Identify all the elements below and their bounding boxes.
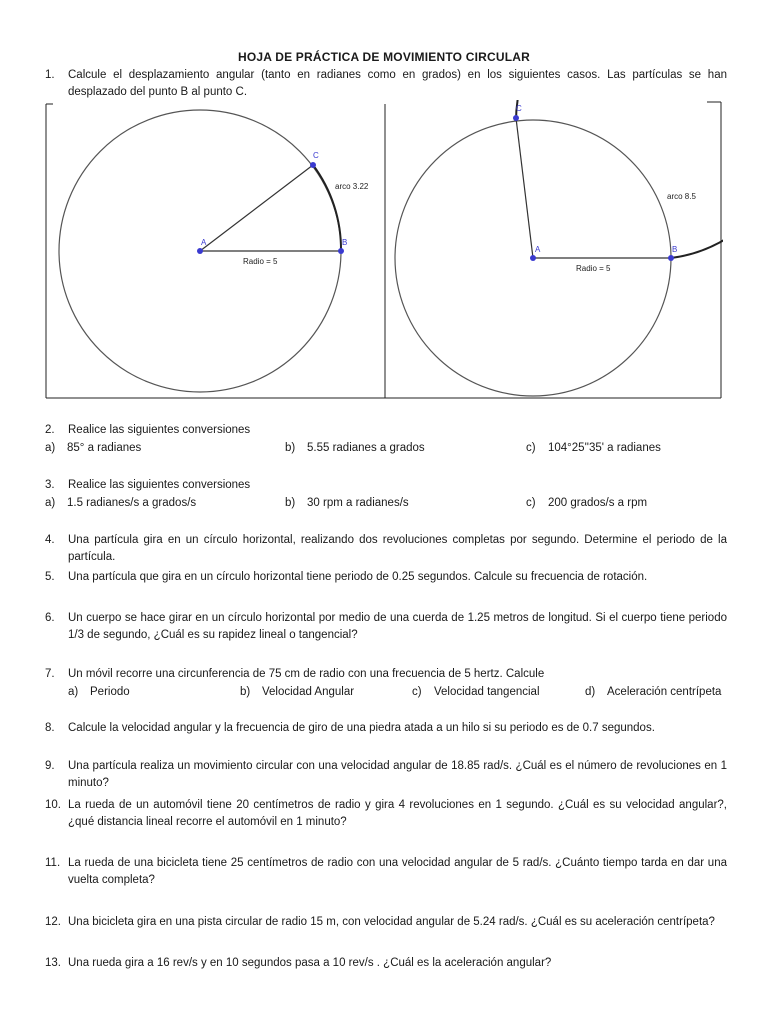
- point-b-left: [338, 248, 344, 254]
- question-10: [45, 797, 727, 831]
- label-a-right: A: [535, 245, 541, 254]
- point-b-right: [668, 255, 674, 261]
- question-number: 12.: [45, 916, 61, 928]
- label-c-right: C: [516, 104, 522, 113]
- question-1: [45, 67, 727, 101]
- question-2: [45, 422, 727, 439]
- radius-label-right: Radio = 5: [576, 264, 611, 273]
- option-label: a): [45, 442, 56, 454]
- q2-option-c: [526, 440, 661, 457]
- q3-option-b: [285, 495, 409, 512]
- question-text: Calcule la velocidad angular y la frecuencia de giro de una piedra atada a un hilo si su periodo es de 0.7 segundos.: [68, 722, 655, 734]
- option-label: a): [68, 686, 79, 698]
- question-number: 13.: [45, 957, 61, 969]
- question-text: La rueda de una bicicleta tiene 25 centímetros de radio con una velocidad angular de 5 rad/s. ¿Cuánto tiempo tarda en dar una vuelta completa?: [68, 857, 727, 886]
- question-text: Realice las siguientes conversiones: [68, 479, 251, 491]
- question-text: Calcule el desplazamiento angular (tanto en radianes como en grados) en los siguientes casos. Las partículas se han desplazado del punto B al punto C.: [68, 69, 727, 98]
- question-number: 4.: [45, 534, 55, 546]
- point-c-right: [513, 115, 519, 121]
- q7-option-d: [585, 684, 721, 701]
- arc-left: [313, 165, 341, 251]
- figure-right: [395, 100, 723, 396]
- question-number: 7.: [45, 668, 55, 680]
- figures-panel: [45, 100, 723, 400]
- question-text: Una rueda gira a 16 rev/s y en 10 segundos pasa a 10 rev/s . ¿Cuál es la aceleración angular?: [68, 957, 552, 969]
- arc-label-left: arco 3.22: [335, 182, 369, 191]
- question-number: 3.: [45, 479, 55, 491]
- q2-option-a: [45, 440, 141, 457]
- option-label: a): [45, 497, 56, 509]
- question-8: [45, 720, 727, 737]
- option-label: b): [240, 686, 251, 698]
- question-number: 1.: [45, 69, 55, 81]
- option-label: c): [526, 497, 536, 509]
- question-12: [45, 914, 727, 931]
- question-number: 8.: [45, 722, 55, 734]
- option-text: 30 rpm a radianes/s: [307, 497, 409, 509]
- label-b-right: B: [672, 245, 678, 254]
- figures-svg: [45, 100, 723, 400]
- option-text: Velocidad tangencial: [434, 686, 540, 698]
- question-number: 2.: [45, 424, 55, 436]
- question-text: La rueda de un automóvil tiene 20 centímetros de radio y gira 4 revoluciones en 1 segundo. ¿Cuál es su velocidad angular?, ¿qué distancia lineal recorre el automóvil en 1 minuto?: [68, 799, 727, 828]
- arc-label-right: arco 8.5: [667, 192, 696, 201]
- q2-option-b: [285, 440, 425, 457]
- option-label: b): [285, 497, 296, 509]
- option-text: 85° a radianes: [67, 442, 142, 454]
- question-text: Una partícula gira en un círculo horizontal, realizando dos revoluciones completas por segundo. Determine el periodo de la partícula.: [68, 534, 727, 563]
- segment-ac-left: [200, 165, 313, 251]
- option-text: Periodo: [90, 686, 130, 698]
- option-label: c): [412, 686, 422, 698]
- label-b-left: B: [342, 238, 348, 247]
- question-5: [45, 569, 727, 586]
- question-11: [45, 855, 727, 889]
- q7-option-b: [240, 684, 354, 701]
- question-13: [45, 955, 727, 972]
- q3-option-a: [45, 495, 196, 512]
- radius-label-left: Radio = 5: [243, 257, 278, 266]
- option-text: 1.5 radianes/s a grados/s: [67, 497, 197, 509]
- label-a-left: A: [201, 238, 207, 247]
- question-number: 10.: [45, 799, 61, 811]
- question-6: [45, 610, 727, 644]
- figure-left: [59, 110, 369, 392]
- question-text: Una partícula realiza un movimiento circular con una velocidad angular de 18.85 rad/s. ¿Cuál es el número de revoluciones en 1 minuto?: [68, 760, 727, 789]
- option-label: b): [285, 442, 296, 454]
- question-text: Realice las siguientes conversiones: [68, 424, 251, 436]
- question-text: Una bicicleta gira en una pista circular de radio 15 m, con velocidad angular de 5.24 rad/s. ¿Cuál es su aceleración centrípeta?: [68, 916, 715, 928]
- option-text: 104°25''35' a radianes: [548, 442, 661, 454]
- question-number: 9.: [45, 760, 55, 772]
- point-a-right: [530, 255, 536, 261]
- page-title: HOJA DE PRÁCTICA DE MOVIMIENTO CIRCULAR: [237, 50, 531, 64]
- question-4: [45, 532, 727, 566]
- option-label: d): [585, 686, 596, 698]
- segment-ac-right: [516, 118, 533, 258]
- label-c-left: C: [313, 151, 319, 160]
- option-text: Velocidad Angular: [262, 686, 355, 698]
- question-text: Una partícula que gira en un círculo horizontal tiene periodo de 0.25 segundos. Calcule su frecuencia de rotación.: [68, 571, 648, 583]
- question-number: 5.: [45, 571, 55, 583]
- q7-option-a: [68, 684, 130, 701]
- q7-option-c: [412, 684, 540, 701]
- option-text: Aceleración centrípeta: [607, 686, 722, 698]
- question-9: [45, 758, 727, 792]
- question-number: 6.: [45, 612, 55, 624]
- arc-right: [516, 100, 723, 258]
- option-text: 200 grados/s a rpm: [548, 497, 648, 509]
- point-a-left: [197, 248, 203, 254]
- q3-option-c: [526, 495, 647, 512]
- question-text: Un cuerpo se hace girar en un círculo horizontal por medio de una cuerda de 1.25 metros de longitud. Si el cuerpo tiene periodo 1/3 de segundo, ¿Cuál es su rapidez lineal o tangencial?: [68, 612, 727, 641]
- option-label: c): [526, 442, 536, 454]
- question-number: 11.: [45, 857, 61, 869]
- question-3: [45, 477, 727, 494]
- point-c-left: [310, 162, 316, 168]
- option-text: 5.55 radianes a grados: [307, 442, 425, 454]
- question-text: Un móvil recorre una circunferencia de 75 cm de radio con una frecuencia de 5 hertz. Calcule: [68, 668, 545, 680]
- question-7: [45, 666, 727, 683]
